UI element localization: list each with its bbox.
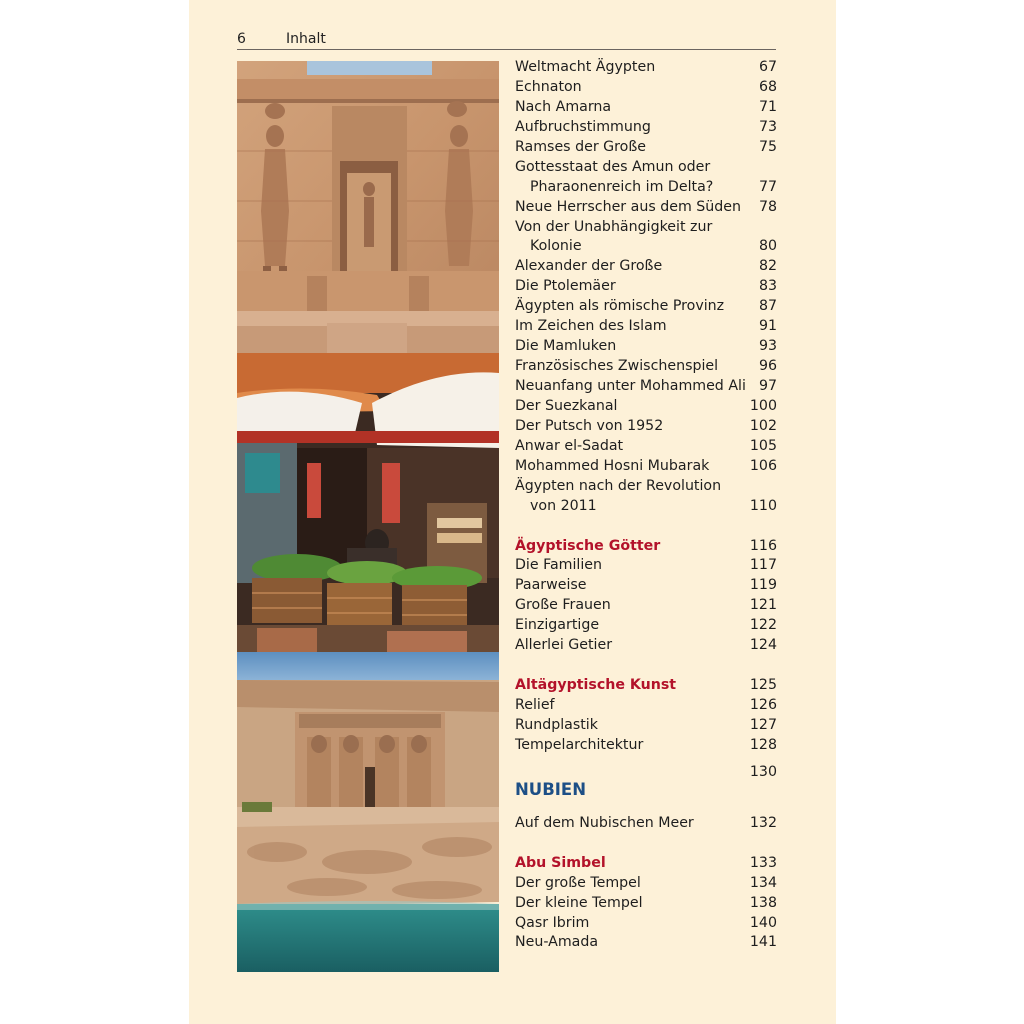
toc-entry <box>515 138 777 158</box>
toc-entry-title: Der kleine Tempel <box>515 894 643 911</box>
toc-entry <box>515 616 777 636</box>
toc-entry-title: Anwar el-Sadat <box>515 437 624 454</box>
toc-entry-page: 122 <box>749 617 777 634</box>
toc-entry-page: 87 <box>758 298 777 315</box>
toc-entry-title: Neuanfang unter Mohammed Ali <box>515 378 746 394</box>
toc-entry-title: Nach Amarna <box>515 98 612 115</box>
toc-entry <box>515 497 777 517</box>
toc-entry <box>515 158 777 178</box>
toc-entry-page: 121 <box>749 597 777 614</box>
toc-entry-page: 82 <box>758 258 777 275</box>
toc-entry-title: Ägyptische Götter <box>515 537 661 554</box>
toc-entry <box>515 357 777 377</box>
toc-entry-title: Der große Tempel <box>515 874 641 891</box>
toc-entry-page: 83 <box>758 278 777 295</box>
toc-entry-title: Der Suezkanal <box>515 397 618 414</box>
toc-entry-title: Die Familien <box>515 557 603 574</box>
toc-entry <box>515 58 777 78</box>
toc-spacer <box>515 756 777 776</box>
toc-entry-title: Ägypten als römische Provinz <box>515 298 725 315</box>
toc-entry-title: Gottesstaat des Amun oder <box>515 158 711 175</box>
table-of-contents <box>515 58 777 953</box>
toc-entry-title: Ramses der Große <box>515 138 647 155</box>
toc-entry <box>515 417 777 437</box>
toc-entry-page: 127 <box>749 716 777 733</box>
toc-entry-title: Ägypten nach der Revolution <box>515 477 722 494</box>
toc-entry <box>515 297 777 317</box>
toc-entry-title: Altägyptische Kunst <box>515 677 677 694</box>
toc-entry <box>515 218 777 238</box>
toc-entry <box>515 437 777 457</box>
toc-entry-title: Französisches Zwischenspiel <box>515 358 719 375</box>
toc-entry-title: Aufbruchstimmung <box>515 118 651 135</box>
toc-section-heading <box>515 537 777 557</box>
toc-entry-title: Im Zeichen des Islam <box>515 318 667 335</box>
toc-entry-title: von 2011 <box>530 497 597 514</box>
toc-entry <box>515 237 777 257</box>
page-title: Inhalt <box>286 31 326 47</box>
toc-entry <box>515 257 777 277</box>
toc-section-heading <box>515 676 777 696</box>
toc-entry-page: 134 <box>749 874 777 891</box>
toc-entry-title: Mohammed Hosni Mubarak <box>515 457 710 474</box>
toc-entry <box>515 317 777 337</box>
toc-entry-page: 96 <box>758 358 777 375</box>
toc-entry <box>515 596 777 616</box>
toc-entry <box>515 736 777 756</box>
toc-entry-title: Von der Unabhängigkeit zur <box>515 218 713 235</box>
toc-entry <box>515 636 777 656</box>
toc-entry-title: Einzigartige <box>515 617 600 634</box>
toc-entry-title: Echnaton <box>515 78 582 95</box>
abu-simbel-photo <box>237 652 499 972</box>
toc-entry <box>515 933 777 953</box>
toc-entry <box>515 716 777 736</box>
toc-entry-title: NUBIEN <box>515 779 587 799</box>
toc-entry <box>515 556 777 576</box>
page-number: 6 <box>237 31 246 47</box>
toc-entry-title: Weltmacht Ägypten <box>515 59 656 75</box>
temple-relief-photo <box>237 61 499 353</box>
toc-spacer <box>515 656 777 676</box>
toc-entry-page: 105 <box>749 437 777 454</box>
toc-entry-title: Abu Simbel <box>515 854 606 871</box>
toc-entry-page: 80 <box>758 238 777 255</box>
toc-entry-page: 116 <box>749 537 777 554</box>
toc-entry <box>515 98 777 118</box>
toc-entry-page: 73 <box>758 118 777 135</box>
toc-entry-title: Relief <box>515 697 555 713</box>
toc-entry-page: 138 <box>749 894 777 911</box>
toc-entry <box>515 118 777 138</box>
toc-entry <box>515 874 777 894</box>
toc-entry <box>515 696 777 716</box>
toc-entry-page: 67 <box>758 59 777 75</box>
toc-entry <box>515 457 777 477</box>
toc-entry-page: 93 <box>758 338 777 355</box>
toc-entry-title: Qasr Ibrim <box>515 914 590 931</box>
toc-entry-page: 126 <box>749 697 777 713</box>
toc-entry <box>515 198 777 218</box>
toc-entry-title: Die Ptolemäer <box>515 278 616 295</box>
toc-entry <box>515 377 777 397</box>
toc-entry <box>515 576 777 596</box>
toc-entry-page: 97 <box>758 378 777 394</box>
toc-entry-page: 130 <box>749 763 777 780</box>
toc-entry-title: Rundplastik <box>515 716 598 733</box>
toc-entry-page: 141 <box>749 934 777 951</box>
toc-entry-title: Auf dem Nubischen Meer <box>515 814 694 831</box>
toc-entry <box>515 178 777 198</box>
toc-entry <box>515 477 777 497</box>
toc-entry <box>515 78 777 98</box>
toc-entry-page: 132 <box>749 814 777 831</box>
toc-entry-page: 106 <box>749 457 777 474</box>
toc-entry-page: 78 <box>758 198 777 215</box>
toc-entry-title: Pharaonenreich im Delta? <box>530 178 714 195</box>
toc-entry-page: 100 <box>749 397 777 414</box>
toc-entry-title: Allerlei Getier <box>515 637 613 654</box>
toc-entry-title: Kolonie <box>530 238 582 255</box>
toc-entry <box>515 894 777 914</box>
toc-entry-page: 110 <box>749 497 777 514</box>
toc-entry-page: 91 <box>758 318 777 335</box>
toc-entry-title: Große Frauen <box>515 597 611 614</box>
toc-entry-title: Tempelarchitektur <box>515 736 644 753</box>
toc-entry-page: 117 <box>749 557 777 574</box>
toc-entry-page: 124 <box>749 637 777 654</box>
toc-entry-page: 71 <box>758 98 777 115</box>
toc-entry <box>515 814 777 834</box>
page-header <box>237 30 776 50</box>
toc-entry-page: 140 <box>749 914 777 931</box>
toc-entry-page: 125 <box>749 677 777 694</box>
toc-entry-title: Neu-Amada <box>515 934 599 951</box>
toc-entry-page: 119 <box>749 577 777 594</box>
toc-section-heading <box>515 854 777 874</box>
toc-entry-title: Neue Herrscher aus dem Süden <box>515 198 742 215</box>
toc-entry-title: Paarweise <box>515 577 587 594</box>
toc-entry-page: 128 <box>749 736 777 753</box>
toc-entry <box>515 914 777 934</box>
toc-entry-page: 102 <box>749 417 777 434</box>
toc-entry <box>515 337 777 357</box>
toc-spacer <box>515 517 777 537</box>
toc-entry-title: Alexander der Große <box>515 258 663 275</box>
toc-spacer <box>515 834 777 854</box>
toc-entry-page: 75 <box>758 138 777 155</box>
toc-entry-page: 68 <box>758 78 777 95</box>
toc-entry <box>515 397 777 417</box>
toc-entry-title: Der Putsch von 1952 <box>515 417 664 434</box>
market-photo <box>237 353 499 652</box>
toc-entry-title: Die Mamluken <box>515 338 617 355</box>
toc-entry-page: 133 <box>749 854 777 871</box>
toc-region-heading <box>515 763 777 814</box>
toc-entry-page: 77 <box>758 178 777 195</box>
toc-entry <box>515 277 777 297</box>
